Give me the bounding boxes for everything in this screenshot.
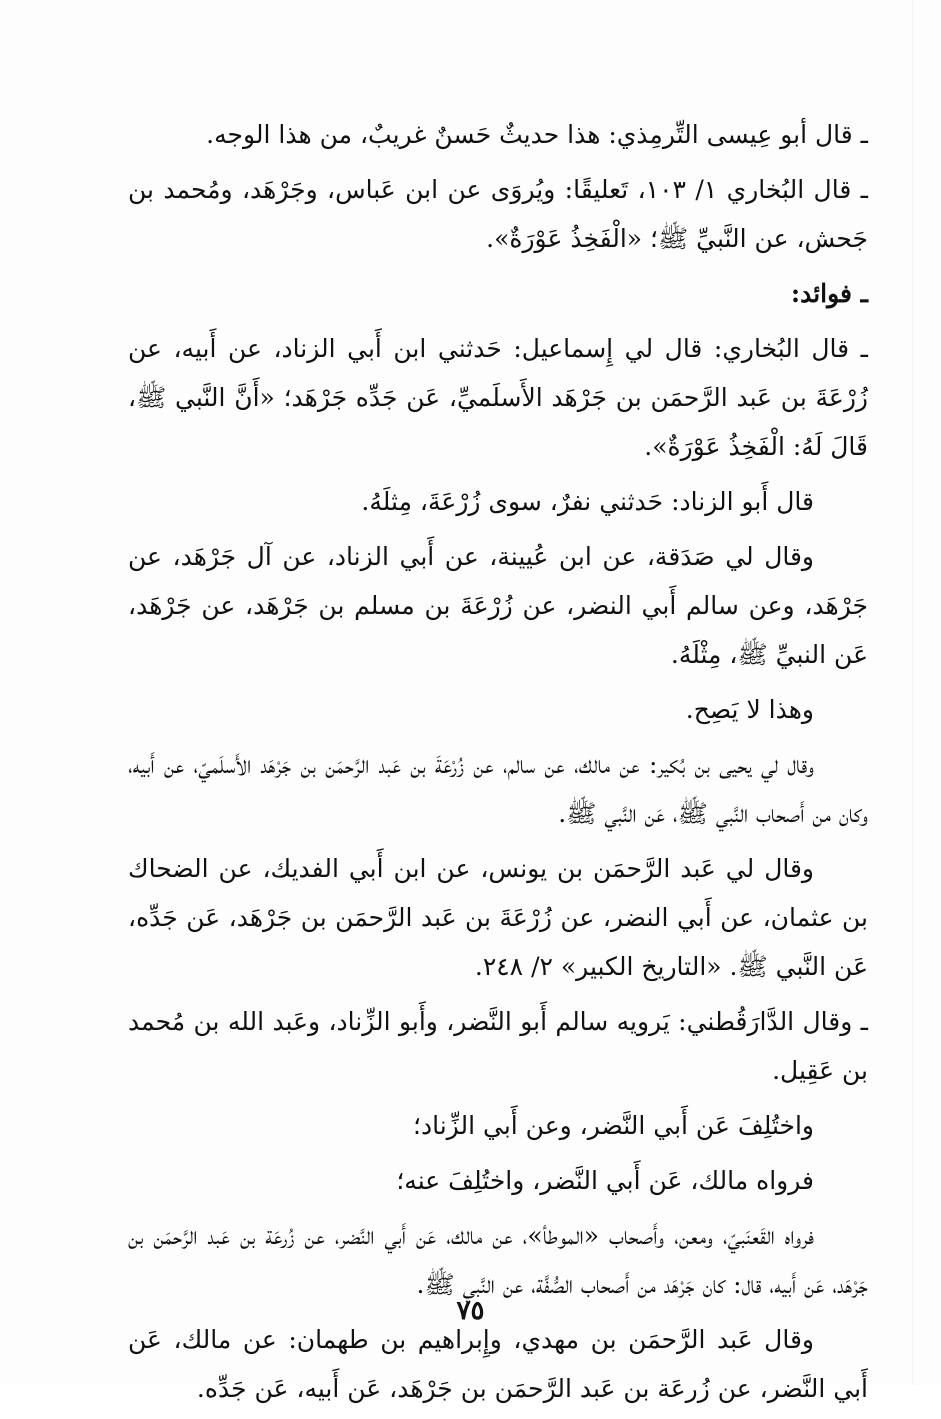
page-number: ٧٥: [456, 1296, 485, 1326]
paragraph-bukhari-taliq: ـ قال البُخاري ١/ ١٠٣، تَعليقًا: ويُروَى عن ابن عَباس، وجَرْهَد، ومُحمد بن جَحش، عن النَّبيِّ ﷺ؛ «الْفَخِذُ عَوْرَةٌ».: [128, 175, 868, 253]
paragraph-daraqutni: ـ وقال الدَّارَقُطني: يَرويه سالم أَبو النَّضر، وأَبو الزِّناد، وعَبد الله بن مُحمد بن عَقِيل.: [128, 1007, 868, 1085]
paragraph-not-sahih: وهذا لا يَصِح.: [685, 695, 814, 724]
section-heading-fawaid: ـ فوائد:: [790, 279, 868, 308]
body-text: [128, 110, 868, 1419]
paragraph-tirmidhi-verdict: ـ قال أبو عِيسى التِّرمِذي: هذا حديثٌ حَسنٌ غريبٌ، من هذا الوجه.: [206, 120, 868, 149]
paragraph-ibn-mahdi: وقال عَبد الرَّحمَن بن مهدي، وإِبراهيم بن طهمان: عن مالك، عَن أَبي النَّضر، عن زُرعَة بن عَبد الرَّحمَن بن جَرْهَد، عَن أَبيه، عَن جَدِّه.: [128, 1325, 868, 1403]
paragraph-bukhari-ismail: ـ قال البُخاري: قال لي إِسماعيل: حَدثني ابن أَبي الزناد، عن أَبيه، عن زُرْعَةَ بن عَبد الرَّحمَن بن جَرْهَد الأَسلَميِّ، عَن جَدِّه جَرْهَد؛ «أَنَّ النَّبي ﷺ، قَالَ لَهُ: الْفَخِذُ عَوْرَةٌ».: [128, 334, 868, 461]
paragraph-ikhtilaf: واختُلِفَ عَن أَبي النَّضر، وعن أَبي الزِّناد؛: [413, 1111, 814, 1140]
paragraph-qanabi: فرواه القَعنَبيّ، ومعن، وأَصحاب «الموطأ»، عن مالك، عَن أَبي النَّضر، عن زُرعَة بن عَبد الرَّحمَن بن جَرْهَد، عَن أَبيه، قال: كان جَرْهَد من أَصحاب الصُّفَّة، عن النَّبي ﷺ.: [128, 1221, 868, 1299]
paragraph-yahya-bukayr: وقال لي يحيى بن بُكير: عن مالك، عن سالم، عن زُرْعَةَ بن عَبد الرَّحمَن بن جَرْهَد الأَسلَميّ، عن أَبيه، وكان من أَصحاب النَّبي ﷺ، عَن النَّبي ﷺ.: [128, 750, 868, 828]
paragraph-sadaqa: وقال لي صَدَقة، عن ابن عُيينة، عن أَبي الزناد، عن آل جَرْهَد، عن جَرْهَد، وعن سالم أَبي النضر، عن زُرْعَةَ بن مسلم بن جَرْهَد، عن جَرْهَد، عَن النبيِّ ﷺ، مِثْلَهُ.: [128, 542, 868, 669]
paragraph-rawahu-malik: فرواه مالك، عَن أَبي النَّضر، واختُلِفَ عنه؛: [396, 1166, 814, 1195]
page-edge-shadow: [912, 0, 913, 1385]
paragraph-abd-rahman-yunus: وقال لي عَبد الرَّحمَن بن يونس، عن ابن أَبي الفديك، عن الضحاك بن عثمان، عن أَبي النضر، عن زُرْعَةَ بن عَبد الرَّحمَن بن جَرْهَد، عَن جَدِّه، عَن النَّبي ﷺ. «التاريخ الكبير» ٢/ ٢٤٨.: [128, 854, 868, 981]
paragraph-abu-zinad: قال أَبو الزناد: حَدثني نفرٌ، سوى زُرْعَةَ، مِثلَهُ.: [361, 487, 814, 516]
